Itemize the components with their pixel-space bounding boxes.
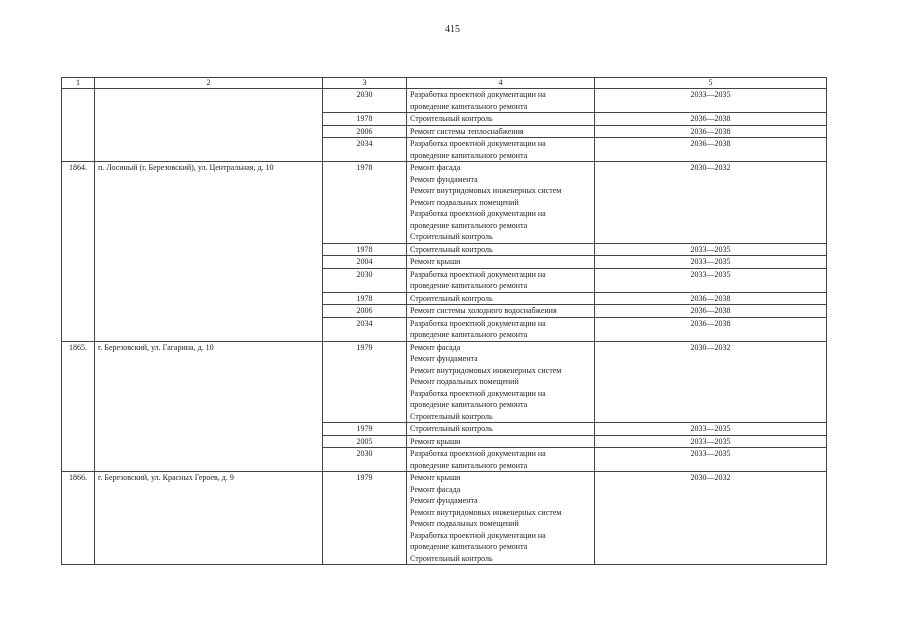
work-line: Разработка проектной документации на [410, 269, 546, 279]
work-line: Строительный контроль [410, 553, 493, 563]
row-number-cell: 1865. [62, 341, 95, 472]
work-line: Строительный контроль [410, 424, 493, 433]
work-line: Разработка проектной документации на [410, 388, 546, 398]
works-cell [407, 256, 595, 269]
year-cell: 2030 [323, 448, 407, 472]
period-cell: 2036—2038 [595, 125, 827, 138]
works-cell [407, 243, 595, 256]
work-line: Ремонт внутридомовых инженерных систем [410, 365, 562, 375]
year-cell: 1979 [323, 341, 407, 423]
work-line: Ремонт фасада [410, 342, 461, 352]
work-line: Строительный контроль [410, 411, 493, 421]
table-row [62, 162, 827, 244]
works-cell [407, 125, 595, 138]
work-line: Разработка проектной документации на [410, 449, 546, 458]
works-cell [407, 435, 595, 448]
table-row [62, 341, 827, 423]
work-line: Ремонт внутридомовых инженерных систем [410, 186, 562, 195]
work-line: Ремонт фасада [410, 484, 461, 494]
header-cell: 5 [595, 78, 827, 89]
header-cell: 2 [95, 78, 323, 89]
works-cell [407, 317, 595, 341]
work-line: Ремонт подвальных помещений [410, 377, 519, 386]
work-line: Ремонт системы теплоснабжения [410, 126, 524, 136]
period-cell: 2033—2035 [595, 423, 827, 436]
works-cell [407, 113, 595, 126]
period-cell: 2033—2035 [595, 448, 827, 472]
table-row [62, 472, 827, 565]
row-number-cell [62, 89, 95, 162]
work-line: Разработка проектной документации на [410, 139, 546, 148]
work-line: проведение капитального ремонта [410, 542, 528, 551]
period-cell: 2033—2035 [595, 243, 827, 256]
period-cell: 2036—2038 [595, 113, 827, 126]
works-cell [407, 472, 595, 565]
row-number-cell: 1864. [62, 162, 95, 342]
work-line: Ремонт крыши [410, 257, 461, 266]
period-cell: 2030—2032 [595, 341, 827, 423]
work-line: Ремонт подвальных помещений [410, 197, 519, 207]
work-line: Строительный контроль [410, 232, 493, 241]
period-cell: 2036—2038 [595, 138, 827, 162]
works-cell [407, 268, 595, 292]
work-line: проведение капитального ремонта [410, 150, 528, 160]
work-line: Разработка проектной документации на [410, 209, 546, 218]
work-line: Ремонт системы холодного водоснабжения [410, 306, 557, 315]
year-cell: 2006 [323, 125, 407, 138]
year-cell: 1978 [323, 162, 407, 244]
repair-schedule-table [61, 77, 827, 565]
work-line: проведение капитального ремонта [410, 220, 528, 230]
table-row [62, 89, 827, 113]
works-cell [407, 89, 595, 113]
address-cell: г. Березовский, ул. Красных Героев, д. 9 [95, 472, 323, 565]
period-cell: 2036—2038 [595, 292, 827, 305]
header-row [62, 78, 827, 89]
work-line: Разработка проектной документации на [410, 530, 546, 540]
year-cell: 1979 [323, 472, 407, 565]
works-cell [407, 341, 595, 423]
work-line: Ремонт крыши [410, 473, 461, 482]
year-cell: 1979 [323, 423, 407, 436]
period-cell: 2030—2032 [595, 162, 827, 244]
work-line: Строительный контроль [410, 244, 493, 254]
work-line: Ремонт фундамента [410, 496, 478, 505]
work-line: Ремонт внутридомовых инженерных систем [410, 507, 562, 517]
year-cell: 2034 [323, 317, 407, 341]
year-cell: 2006 [323, 305, 407, 318]
period-cell: 2030—2032 [595, 472, 827, 565]
works-cell [407, 448, 595, 472]
period-cell: 2036—2038 [595, 305, 827, 318]
year-cell: 2030 [323, 89, 407, 113]
address-cell: п. Лосиный (г. Березовский), ул. Центральная, д. 10 [95, 162, 323, 342]
work-line: Ремонт фасада [410, 163, 461, 172]
header-cell: 4 [407, 78, 595, 89]
work-line: Разработка проектной документации на [410, 90, 546, 99]
work-line: Строительный контроль [410, 114, 493, 123]
period-cell: 2033—2035 [595, 256, 827, 269]
work-line: проведение капитального ремонта [410, 330, 528, 339]
period-cell: 2033—2035 [595, 268, 827, 292]
year-cell: 2030 [323, 268, 407, 292]
work-line: проведение капитального ремонта [410, 281, 528, 290]
work-line: Строительный контроль [410, 293, 493, 303]
year-cell: 2004 [323, 256, 407, 269]
year-cell: 2034 [323, 138, 407, 162]
work-line: проведение капитального ремонта [410, 400, 528, 409]
period-cell: 2036—2038 [595, 317, 827, 341]
works-cell [407, 162, 595, 244]
work-line: Ремонт крыши [410, 436, 461, 446]
address-cell: г. Березовский, ул. Гагарина, д. 10 [95, 341, 323, 472]
period-cell: 2033—2035 [595, 435, 827, 448]
address-cell [95, 89, 323, 162]
works-cell [407, 292, 595, 305]
works-cell [407, 423, 595, 436]
header-cell: 3 [323, 78, 407, 89]
year-cell: 2005 [323, 435, 407, 448]
works-cell [407, 138, 595, 162]
work-line: Ремонт фундамента [410, 354, 478, 363]
year-cell: 1978 [323, 243, 407, 256]
works-cell [407, 305, 595, 318]
work-line: Ремонт подвальных помещений [410, 519, 519, 528]
work-line: Ремонт фундамента [410, 174, 478, 184]
work-line: проведение капитального ремонта [410, 460, 528, 470]
page-number: 415 [445, 24, 460, 35]
work-line: проведение капитального ремонта [410, 101, 528, 111]
row-number-cell: 1866. [62, 472, 95, 565]
year-cell: 1978 [323, 292, 407, 305]
header-cell: 1 [62, 78, 95, 89]
period-cell: 2033—2035 [595, 89, 827, 113]
year-cell: 1978 [323, 113, 407, 126]
work-line: Разработка проектной документации на [410, 318, 546, 328]
